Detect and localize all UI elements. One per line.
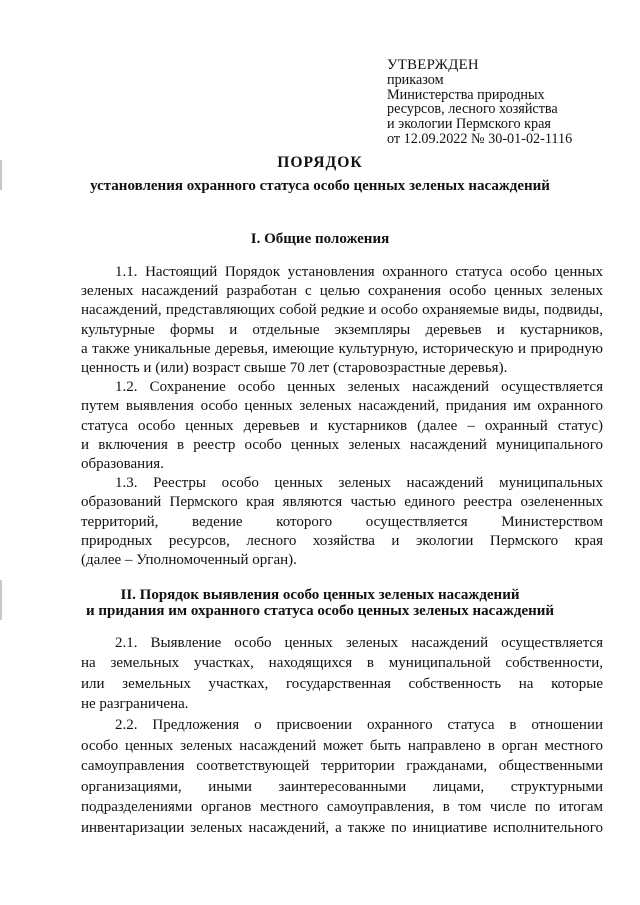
paragraph-line: культурные формы и отдельные экземпляры деревьев и кустарников, xyxy=(81,322,603,338)
paragraph-line: подразделениями органов местного самоуправления, в том числе по итогам xyxy=(81,799,603,815)
paragraph-line: инвентаризации зеленых насаждений, а также по инициативе исполнительного xyxy=(81,820,603,836)
paragraph-line: насаждений, представляющих собой редкие и особо охраняемые виды, подвиды, xyxy=(81,302,603,318)
approval-line: от 12.09.2022 № 30-01-02-1116 xyxy=(387,130,573,147)
paragraph-line: на земельных участках, находящихся в муниципальной собственности, xyxy=(81,655,603,671)
paragraph-line: 2.1. Выявление особо ценных зеленых насаждений осуществляется xyxy=(115,635,603,651)
paragraph-line: (далее – Уполномоченный орган). xyxy=(81,552,297,568)
approval-line: Министерства природных xyxy=(387,86,545,103)
approval-heading: УТВЕРЖДЕН xyxy=(387,57,479,73)
paragraph-line: организациями, иными заинтересованными лицами, структурными xyxy=(81,779,603,795)
paragraph-line: 1.1. Настоящий Порядок установления охранного статуса особо ценных xyxy=(115,264,603,280)
paragraph-line: природных ресурсов, лесного хозяйства и экологии Пермского края xyxy=(81,533,603,549)
approval-line: и экологии Пермского края xyxy=(387,116,551,133)
document-subtitle: установления охранного статуса особо ценных зеленых насаждений xyxy=(90,178,550,194)
paragraph-line: не разграничена. xyxy=(81,696,189,712)
approval-stamp xyxy=(387,58,627,147)
paragraph-line: или земельных участках, государственная собственность на которые xyxy=(81,676,603,692)
paragraph-line: 1.3. Реестры особо ценных зеленых насаждений муниципальных xyxy=(115,475,603,491)
paragraph-line: путем выявления особо ценных зеленых насаждений, придания им охранного xyxy=(81,398,603,414)
approval-line: ресурсов, лесного хозяйства xyxy=(387,101,558,118)
paragraph-line: зеленых насаждений разработан с целью сохранения особо ценных зеленых xyxy=(81,283,603,299)
paragraph-line: и включения в реестр особо ценных зеленых насаждений муниципального xyxy=(81,437,603,453)
paragraph-line: образований Пермского края являются частью единого реестра озелененных xyxy=(81,494,603,510)
document-title: ПОРЯДОК xyxy=(277,154,363,171)
section-2-heading xyxy=(0,587,640,619)
paragraph-line: самоуправления соответствующей территории гражданами, общественными xyxy=(81,758,603,774)
paragraph-line: а также уникальные деревья, имеющие культурную, историческую и природную xyxy=(81,341,603,357)
paragraph-line: особо ценных зеленых насаждений может быть направлено в орган местного xyxy=(81,738,603,754)
section-1-heading: I. Общие положения xyxy=(250,231,390,247)
approval-line: приказом xyxy=(387,71,444,88)
section-2-heading-line: II. Порядок выявления особо ценных зеленых насаждений xyxy=(120,587,520,603)
section-2-heading-line: и придания им охранного статуса особо ценных зеленых насаждений xyxy=(85,603,555,619)
paragraph-line: 1.2. Сохранение особо ценных зеленых насаждений осуществляется xyxy=(115,379,603,395)
paragraph-line: ценность и (или) возраст свыше 70 лет (старовозрастные деревья). xyxy=(81,360,508,376)
paragraph-line: территорий, ведение которого осуществляется Министерством xyxy=(81,514,603,530)
paragraph-line: 2.2. Предложения о присвоении охранного статуса в отношении xyxy=(115,717,603,733)
paragraph-line: статуса особо ценных деревьев и кустарников (далее – охранный статус) xyxy=(81,418,603,434)
paragraph-line: образования. xyxy=(81,456,164,472)
